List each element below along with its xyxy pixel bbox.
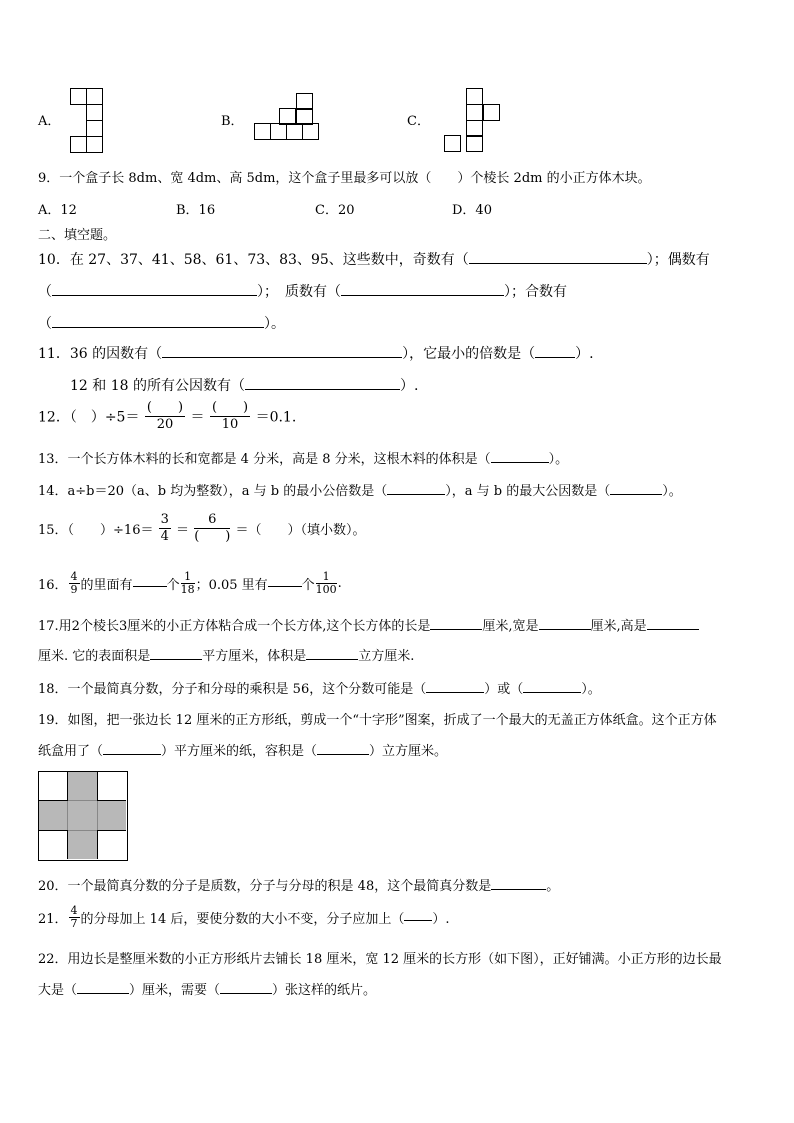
fraction: $\frac{6}{( )}$ bbox=[194, 512, 231, 544]
fraction: $\frac{4}{9}$ bbox=[70, 570, 78, 596]
q9-option-b: B．16 bbox=[176, 203, 216, 218]
q17-line2: 厘米. 它的表面积是 平方厘米，体积是 立方厘米. bbox=[38, 649, 415, 664]
q12-line: 12．（ ）÷5＝ $\frac{( )}{20}$ ＝ $\frac{( )}{10}$ ＝0.1. bbox=[38, 400, 297, 432]
q9-option-c: C．20 bbox=[315, 203, 355, 218]
q16-line: 16． $\frac{4}{9}$ 的里面有 个 $\frac{1}{18}$ ；0.05 里有 个 $\frac{1}{100}$ . bbox=[38, 570, 342, 596]
fraction: $\frac{1}{18}$ bbox=[180, 570, 195, 596]
q11-line1: 11．36 的因数有（ ），它最小的倍数是（ ）. bbox=[38, 346, 594, 362]
option-b-label: B． bbox=[221, 114, 244, 129]
option-a-label: A． bbox=[38, 114, 61, 129]
q19-line1: 19．如图，把一张边长 12 厘米的正方形纸，剪成一个“十字形”图案，折成了一个最大的无盖正方体纸盒。这个正方体 bbox=[38, 713, 717, 728]
q21-line: 21． $\frac{4}{7}$ 的分母加上 14 后，要使分数的大小不变，分子应加上（ ）. bbox=[38, 904, 450, 930]
q9-option-a: A．12 bbox=[38, 203, 77, 218]
q11-line2: 12 和 18 的所有公因数有（ ）. bbox=[70, 378, 419, 394]
q9-text: 9．一个盒子长 8dm、宽 4dm、高 5dm，这个盒子里最多可以放（ ）个棱长 2dm 的小正方体木块。 bbox=[38, 171, 651, 186]
fraction: $\frac{1}{100}$ bbox=[315, 570, 337, 596]
q19-line2: 纸盒用了（ ）平方厘米的纸，容积是（ ）立方厘米。 bbox=[38, 744, 448, 759]
fraction: $\frac{( )}{10}$ bbox=[211, 400, 249, 432]
cross-shape-figure bbox=[38, 771, 128, 861]
q22-line1: 22．用边长是整厘米数的小正方形纸片去铺长 18 厘米，宽 12 厘米的长方形（如下图），正好铺满。小正方形的边长最 bbox=[38, 952, 722, 967]
q9-option-d: D．40 bbox=[452, 203, 492, 218]
fraction: $\frac{3}{4}$ bbox=[160, 512, 169, 544]
q20-line: 20．一个最简真分数的分子是质数，分子与分母的积是 48，这个最简真分数是 。 bbox=[38, 879, 560, 894]
q15-line: 15．（ ）÷16＝ $\frac{3}{4}$ ＝ $\frac{6}{( )}$ ＝（ ）（填小数）。 bbox=[38, 512, 366, 544]
fraction: $\frac{4}{7}$ bbox=[70, 904, 78, 930]
option-c-label: C． bbox=[407, 114, 430, 129]
q22-line2: 大是（ ）厘米，需要（ ）张这样的纸片。 bbox=[38, 983, 377, 998]
q10-line2: （ ）； 质数有（ ）；合数有 bbox=[38, 284, 567, 300]
q10-line3: （ ）。 bbox=[38, 316, 285, 332]
q18-line: 18．一个最简真分数，分子和分母的乘积是 56，这个分数可能是（ ）或（ ）。 bbox=[38, 682, 601, 697]
section-heading: 二、填空题。 bbox=[38, 228, 117, 243]
q13-line: 13．一个长方体木料的长和宽都是 4 分米，高是 8 分米，这根木料的体积是（ ）。 bbox=[38, 452, 569, 467]
q17-line1: 17.用2个棱长3厘米的小正方体粘合成一个长方体,这个长方体的长是 厘米,宽是 厘米,高是 bbox=[38, 615, 699, 634]
q14-line: 14．a÷b＝20（a、b 均为整数），a 与 b 的最小公倍数是（ ），a 与 b 的最大公因数是（ ）。 bbox=[38, 484, 682, 499]
fraction: $\frac{( )}{20}$ bbox=[146, 400, 184, 432]
q10-line1: 10．在 27、37、41、58、61、73、83、95、这些数中，奇数有（ ）；偶数有 bbox=[38, 252, 710, 268]
